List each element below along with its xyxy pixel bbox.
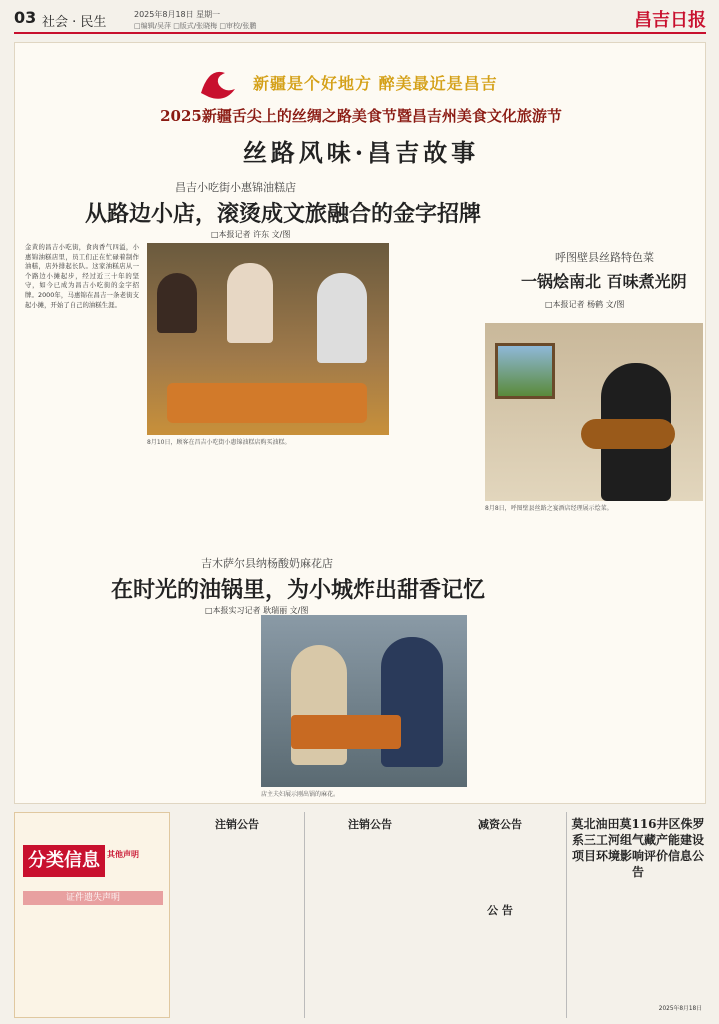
env-notice-column bbox=[570, 812, 706, 1018]
notice2-title: 注销公告 bbox=[348, 818, 392, 831]
notice4-title: 公 告 bbox=[487, 904, 513, 917]
story1-byline: □本报记者 许东 文/图 bbox=[211, 230, 291, 239]
classified-box bbox=[14, 812, 170, 1018]
env-notice-title: 莫北油田莫116井区侏罗系三工河组气藏产能建设项目环境影响评价信息公告 bbox=[571, 817, 705, 879]
page-number: 03 bbox=[14, 8, 37, 27]
story3-photo bbox=[261, 615, 467, 787]
story2-caption: 8月8日，呼图壁县丝路之宴酒店经理展示烩菜。 bbox=[485, 505, 613, 512]
env-notice-date: 2025年8月18日 bbox=[658, 1006, 702, 1013]
story3-caption: 店主夫妇展示刚出锅的麻花。 bbox=[261, 791, 340, 798]
classified-title: 分类信息 bbox=[23, 845, 105, 877]
story2-byline: □本报记者 杨鹤 文/图 bbox=[545, 300, 625, 309]
festival-title: 2025新疆舌尖上的丝绸之路美食节暨昌吉州美食文化旅游节 bbox=[160, 107, 562, 125]
story2-title: 一锅烩南北 百味煮光阴 bbox=[521, 272, 687, 291]
slogan: 新疆是个好地方 醉美最近是昌吉 bbox=[253, 74, 498, 93]
feature-section bbox=[14, 42, 706, 804]
notice-column-2 bbox=[306, 812, 434, 1018]
section-name: 社会 · 民生 bbox=[42, 15, 107, 30]
issue-date: 2025年8月18日 星期一 bbox=[134, 10, 221, 19]
classified-subtitle: 其他声明 bbox=[107, 850, 139, 859]
calligraphy-heading: 丝路风味·昌吉故事 bbox=[242, 138, 480, 167]
editors-line: □编辑/吴萍 □版式/张晓梅 □审校/张鹏 bbox=[134, 22, 257, 30]
story1-caption: 8月10日，顾客在昌吉小吃街小惠锦油糕店购买油糕。 bbox=[147, 439, 291, 446]
story3-kicker: 吉木萨尔县纳杨酸奶麻花店 bbox=[201, 557, 333, 570]
divider bbox=[304, 812, 305, 1018]
story1-column: 金黄的昌吉小吃街，食肉香气四溢，小惠锦油糕店里，员工们正在忙碌着制作油糕，店外排起长队。这家油糕店从一个路边小摊起步，经过近三十年的坚守，如今已成为昌吉小吃街的金字招牌。2000年，马惠锦在昌吉一条老街支起小摊，开始了自己的油糕生涯。 bbox=[25, 243, 139, 309]
notice1-title: 注销公告 bbox=[215, 818, 259, 831]
classifieds-area bbox=[14, 812, 706, 1018]
story3-title: 在时光的油锅里，为小城炸出甜香记忆 bbox=[111, 577, 486, 603]
story2-photo bbox=[485, 323, 703, 501]
page-header bbox=[14, 6, 706, 34]
festival-logo-icon bbox=[195, 63, 241, 103]
notice-column-1 bbox=[172, 812, 302, 1018]
divider bbox=[566, 812, 567, 1018]
story1-title: 从路边小店，滚烫成文旅融合的金字招牌 bbox=[85, 201, 482, 227]
notice3-title: 减资公告 bbox=[478, 818, 522, 831]
story2-kicker: 呼图壁县丝路特色菜 bbox=[555, 251, 654, 264]
lost-id-title: 证件遗失声明 bbox=[23, 891, 163, 905]
story1-kicker: 昌吉小吃街小惠锦油糕店 bbox=[175, 181, 296, 194]
notice-column-3 bbox=[436, 812, 564, 1018]
story3-byline: □本报实习记者 耿瑞丽 文/图 bbox=[205, 606, 309, 615]
newspaper-brand: 昌吉日报 bbox=[634, 10, 706, 31]
story1-photo bbox=[147, 243, 389, 435]
